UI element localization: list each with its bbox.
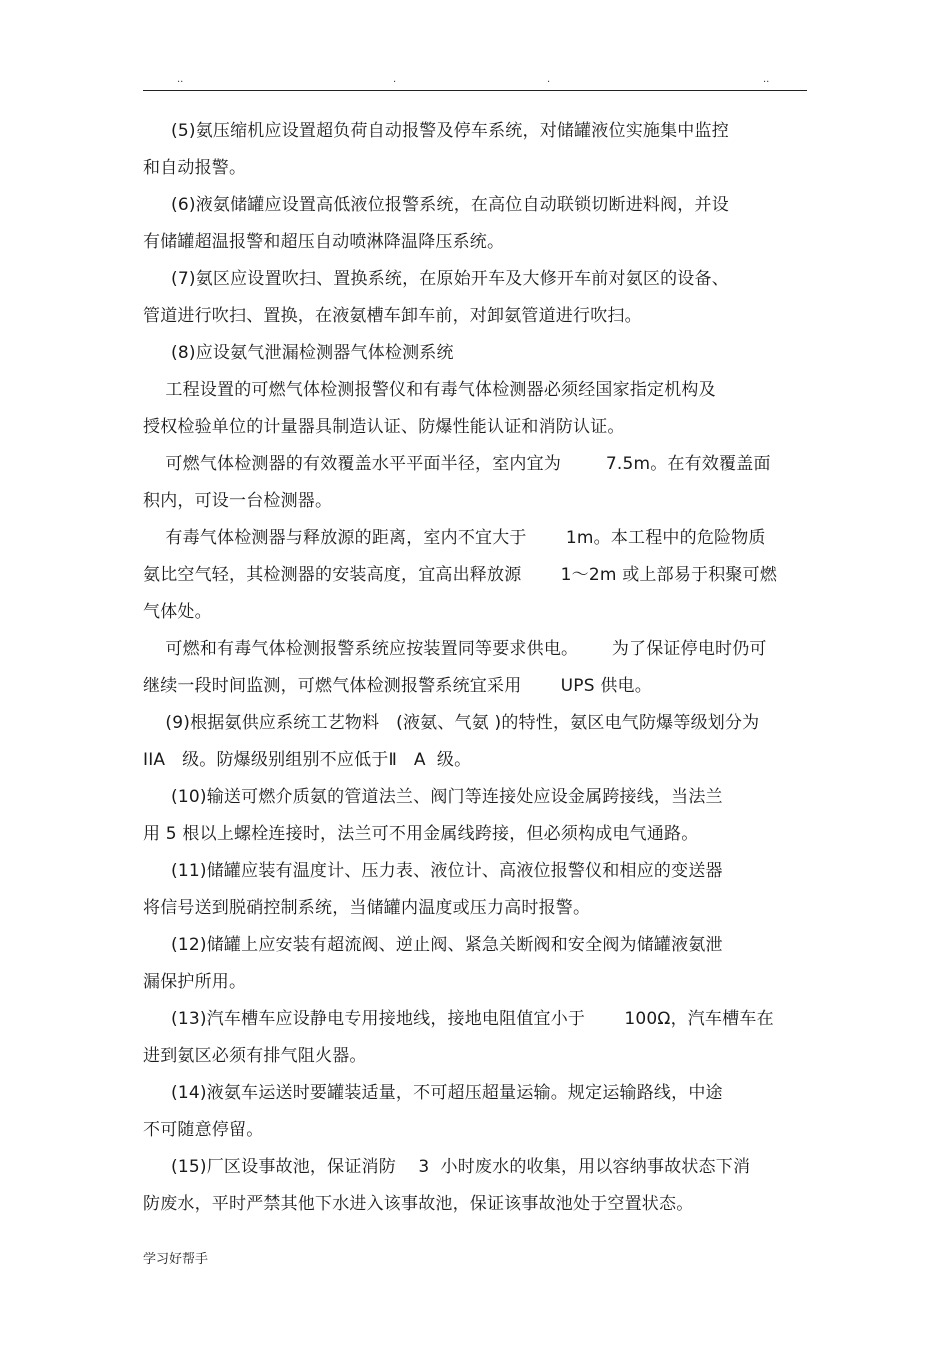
header-mark: . bbox=[393, 74, 397, 85]
text-line: 防废水，平时严禁其他下水进入该事故池，保证该事故池处于空置状态。 bbox=[143, 1194, 694, 1214]
page-footer: 学习好帮手 bbox=[143, 1252, 209, 1267]
paragraph bbox=[143, 1075, 803, 1149]
text-line: 继续一段时间监测，可燃气体检测报警系统宜采用 UPS 供电。 bbox=[143, 676, 652, 696]
paragraph bbox=[143, 779, 803, 853]
text-line: (15)厂区设事故池，保证消防 3 小时废水的收集，用以容纳事故状态下消 bbox=[143, 1157, 751, 1177]
paragraph bbox=[143, 1149, 803, 1223]
text-line: IIA 级。防爆级别组别不应低于Ⅱ A 级。 bbox=[143, 750, 472, 770]
text-line: (13)汽车槽车应设静电专用接地线，接地电阻值宜小于 100Ω，汽车槽车在 bbox=[143, 1009, 774, 1029]
text-line: 漏保护所用。 bbox=[143, 972, 247, 992]
text-line: 管道进行吹扫、置换，在液氨槽车卸车前，对卸氨管道进行吹扫。 bbox=[143, 306, 642, 326]
paragraph bbox=[143, 631, 803, 705]
text-line: 和自动报警。 bbox=[143, 158, 247, 178]
text-line: 积内，可设一台检测器。 bbox=[143, 491, 333, 511]
paragraph bbox=[143, 927, 803, 1001]
header-rule bbox=[143, 90, 807, 91]
paragraph bbox=[143, 335, 803, 446]
text-line: (10)输送可燃介质氨的管道法兰、阀门等连接处应设金属跨接线，当法兰 bbox=[143, 787, 723, 807]
text-line: (8)应设氨气泄漏检测器气体检测系统 bbox=[143, 343, 454, 363]
text-line: (11)储罐应装有温度计、压力表、液位计、高液位报警仪和相应的变送器 bbox=[143, 861, 723, 881]
text-line: 可燃和有毒气体检测报警系统应按装置同等要求供电。 为了保证停电时仍可 bbox=[143, 639, 767, 659]
text-line: 气体处。 bbox=[143, 602, 212, 622]
text-line: (5)氨压缩机应设置超负荷自动报警及停车系统，对储罐液位实施集中监控 bbox=[143, 121, 729, 141]
paragraph bbox=[143, 113, 803, 187]
page-header bbox=[143, 74, 807, 86]
text-line: 可燃气体检测器的有效覆盖水平平面半径，室内宜为 7.5m。在有效覆盖面 bbox=[143, 454, 771, 474]
text-line: 工程设置的可燃气体检测报警仪和有毒气体检测器必须经国家指定机构及 bbox=[143, 380, 716, 400]
paragraph bbox=[143, 705, 803, 779]
paragraph bbox=[143, 261, 803, 335]
text-line: (7)氨区应设置吹扫、置换系统，在原始开车及大修开车前对氨区的设备、 bbox=[143, 269, 729, 289]
text-line: 进到氨区必须有排气阻火器。 bbox=[143, 1046, 367, 1066]
text-line: 有储罐超温报警和超压自动喷淋降温降压系统。 bbox=[143, 232, 505, 252]
text-line: 授权检验单位的计量器具制造认证、防爆性能认证和消防认证。 bbox=[143, 417, 625, 437]
text-line: (14)液氨车运送时要罐装适量，不可超压超量运输。规定运输路线，中途 bbox=[143, 1083, 723, 1103]
paragraph bbox=[143, 1001, 803, 1075]
text-line: (12)储罐上应安装有超流阀、逆止阀、紧急关断阀和安全阀为储罐液氨泄 bbox=[143, 935, 723, 955]
paragraph bbox=[143, 187, 803, 261]
text-line: (6)液氨储罐应设置高低液位报警系统，在高位自动联锁切断进料阀，并设 bbox=[143, 195, 729, 215]
text-line: 用 5 根以上螺栓连接时，法兰可不用金属线跨接，但必须构成电气通路。 bbox=[143, 824, 699, 844]
header-mark: .. bbox=[177, 74, 184, 85]
text-line: 不可随意停留。 bbox=[143, 1120, 264, 1140]
paragraph bbox=[143, 853, 803, 927]
header-mark: . bbox=[547, 74, 551, 85]
header-mark: .. bbox=[763, 74, 770, 85]
text-line: 将信号送到脱硝控制系统，当储罐内温度或压力高时报警。 bbox=[143, 898, 591, 918]
text-line: (9)根据氨供应系统工艺物料 (液氨、气氨 )的特性，氨区电气防爆等级划分为 bbox=[143, 713, 760, 733]
document-body bbox=[143, 113, 803, 1223]
paragraph bbox=[143, 446, 803, 520]
text-line: 氨比空气轻，其检测器的安装高度，宜高出释放源 1～2m 或上部易于积聚可燃 bbox=[143, 565, 778, 585]
text-line: 有毒气体检测器与释放源的距离，室内不宜大于 1m。本工程中的危险物质 bbox=[143, 528, 766, 548]
paragraph bbox=[143, 520, 803, 631]
